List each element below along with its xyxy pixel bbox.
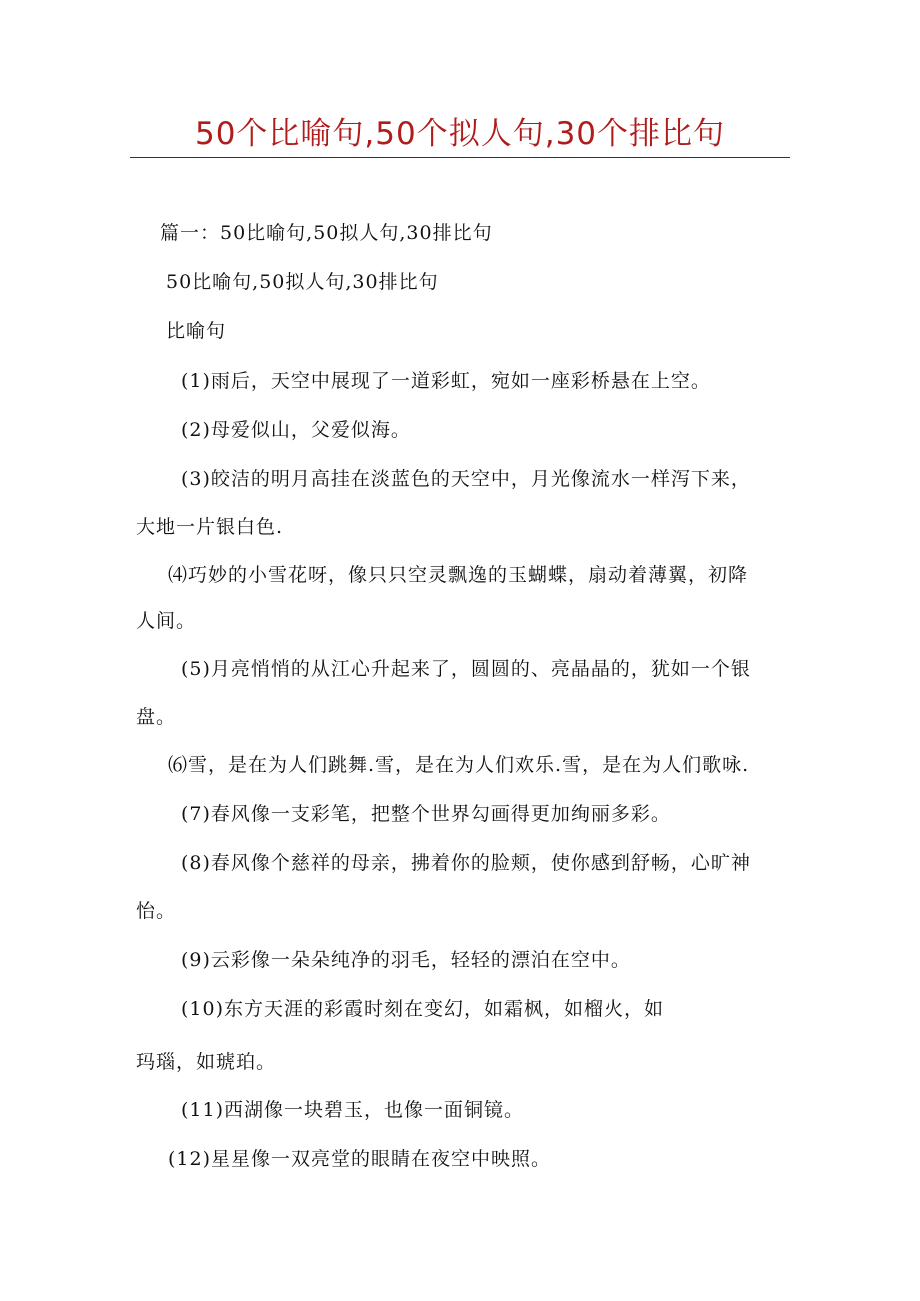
sentence-line: (9)云彩像一朵朵纯净的羽毛，轻轻的漂泊在空中。: [181, 949, 631, 971]
sentence-line: 玛瑙，如琥珀。: [136, 1051, 277, 1073]
sentence-line: (12)星星像一双亮堂的眼睛在夜空中映照。: [168, 1148, 552, 1170]
sentence-line: (3)皎洁的明月高挂在淡蓝色的天空中，月光像流水一样泻下来，: [181, 468, 751, 490]
sentence-line: 盘。: [136, 706, 177, 728]
sentence-line: ⑷巧妙的小雪花呀，像只只空灵飘逸的玉蝴蝶，扇动着薄翼，初降: [168, 564, 749, 586]
category-label: 比喻句: [166, 320, 227, 342]
sentence-line: (7)春风像一支彩笔，把整个世界勾画得更加绚丽多彩。: [181, 803, 671, 825]
sentence-line: 怡。: [136, 900, 177, 922]
section-heading: 篇一：50比喻句,50拟人句,30排比句: [160, 222, 493, 244]
sentence-line: (11)西湖像一块碧玉，也像一面铜镜。: [181, 1099, 525, 1121]
sentence-line: 人间。: [136, 610, 197, 632]
sentence-line: (2)母爱似山，父爱似海。: [181, 419, 411, 441]
document-title: 50个比喻句,50个拟人句,30个排比句: [194, 116, 726, 152]
title-underline: [130, 157, 790, 158]
sentence-line: 大地一片银白色.: [136, 516, 284, 538]
sentence-line: (8)春风像个慈祥的母亲，拂着你的脸颊，使你感到舒畅，心旷神: [181, 852, 751, 874]
subheading: 50比喻句,50拟人句,30排比句: [166, 271, 439, 293]
sentence-line: (5)月亮悄悄的从江心升起来了，圆圆的、亮晶晶的，犹如一个银: [181, 658, 751, 680]
sentence-line: ⑹雪，是在为人们跳舞.雪，是在为人们欢乐.雪，是在为人们歌咏.: [168, 754, 750, 776]
sentence-line: (1)雨后，天空中展现了一道彩虹，宛如一座彩桥悬在上空。: [181, 370, 711, 392]
sentence-line: (10)东方天涯的彩霞时刻在变幻，如霜枫，如榴火，如: [181, 998, 665, 1020]
